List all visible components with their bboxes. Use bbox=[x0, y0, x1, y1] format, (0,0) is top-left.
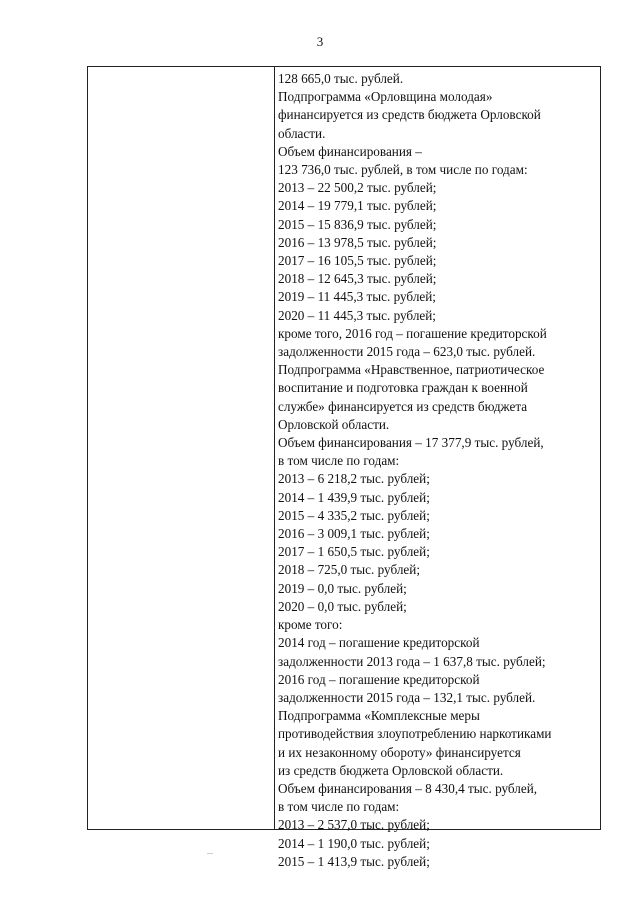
text-line: 2015 – 15 836,9 тыс. рублей; bbox=[278, 216, 437, 232]
text-line: 2014 – 1 439,9 тыс. рублей; bbox=[278, 489, 430, 505]
text-line: Орловской области. bbox=[278, 416, 390, 432]
text-line: 2017 – 16 105,5 тыс. рублей; bbox=[278, 253, 437, 269]
text-line: 2014 год – погашение кредиторской bbox=[278, 635, 480, 651]
text-line: из средств бюджета Орловской области. bbox=[278, 762, 504, 778]
text-line: Объем финансирования – bbox=[278, 143, 422, 159]
text-line: Подпрограмма «Комплексные меры bbox=[278, 708, 480, 724]
text-line: 2015 – 1 413,9 тыс. рублей; bbox=[278, 853, 430, 869]
scan-artifact bbox=[207, 853, 213, 854]
page-number: 3 bbox=[316, 34, 324, 49]
text-line: Объем финансирования – 17 377,9 тыс. рублей, bbox=[278, 435, 544, 451]
text-line: 2020 – 0,0 тыс. рублей; bbox=[278, 598, 407, 614]
text-line: 2016 – 13 978,5 тыс. рублей; bbox=[278, 234, 437, 250]
text-line: 2016 – 3 009,1 тыс. рублей; bbox=[278, 526, 430, 542]
text-line: противодействия злоупотреблению наркотиками bbox=[278, 726, 552, 742]
text-line: 2019 – 11 445,3 тыс. рублей; bbox=[278, 289, 436, 305]
text-line: финансируется из средств бюджета Орловской bbox=[278, 107, 541, 123]
text-line: Подпрограмма «Орловщина молодая» bbox=[278, 89, 493, 105]
text-line: Объем финансирования – 8 430,4 тыс. рублей, bbox=[278, 780, 538, 796]
document-table bbox=[87, 66, 601, 869]
text-line: 2014 – 19 779,1 тыс. рублей; bbox=[278, 198, 437, 214]
text-line: 2018 – 725,0 тыс. рублей; bbox=[278, 562, 420, 578]
text-line: 128 665,0 тыс. рублей. bbox=[278, 71, 404, 86]
text-line: кроме того, 2016 год – погашение кредиторской bbox=[278, 325, 547, 341]
text-line: и их незаконному обороту» финансируется bbox=[278, 744, 521, 760]
text-line: воспитание и подготовка граждан к военной bbox=[278, 380, 528, 396]
text-line: 2013 – 2 537,0 тыс. рублей; bbox=[278, 817, 430, 833]
text-line: 2013 – 6 218,2 тыс. рублей; bbox=[278, 471, 430, 487]
text-line: области. bbox=[278, 125, 326, 141]
text-line: кроме того: bbox=[278, 617, 343, 633]
text-line: службе» финансируется из средств бюджета bbox=[278, 398, 528, 414]
text-line: в том числе по годам: bbox=[278, 453, 400, 469]
text-line: задолженности 2015 года – 623,0 тыс. рублей. bbox=[278, 344, 536, 360]
text-line: 2016 год – погашение кредиторской bbox=[278, 671, 480, 687]
column-divider bbox=[274, 67, 275, 829]
text-line: 2020 – 11 445,3 тыс. рублей; bbox=[278, 307, 436, 323]
text-line: задолженности 2013 года – 1 637,8 тыс. рублей; bbox=[278, 653, 546, 669]
text-line: 2015 – 4 335,2 тыс. рублей; bbox=[278, 507, 430, 523]
text-line: задолженности 2015 года – 132,1 тыс. рублей. bbox=[278, 689, 536, 705]
text-line: 123 736,0 тыс. рублей, в том числе по годам: bbox=[278, 162, 528, 178]
table-left-cell bbox=[88, 67, 274, 829]
text-line: 2014 – 1 190,0 тыс. рублей; bbox=[278, 835, 430, 851]
text-line: 2013 – 22 500,2 тыс. рублей; bbox=[278, 180, 437, 196]
text-line: 2019 – 0,0 тыс. рублей; bbox=[278, 580, 407, 596]
table-right-cell bbox=[278, 70, 598, 871]
text-line: Подпрограмма «Нравственное, патриотическое bbox=[278, 362, 545, 378]
text-line: 2018 – 12 645,3 тыс. рублей; bbox=[278, 271, 437, 287]
text-line: в том числе по годам: bbox=[278, 799, 400, 815]
text-line: 2017 – 1 650,5 тыс. рублей; bbox=[278, 544, 430, 560]
